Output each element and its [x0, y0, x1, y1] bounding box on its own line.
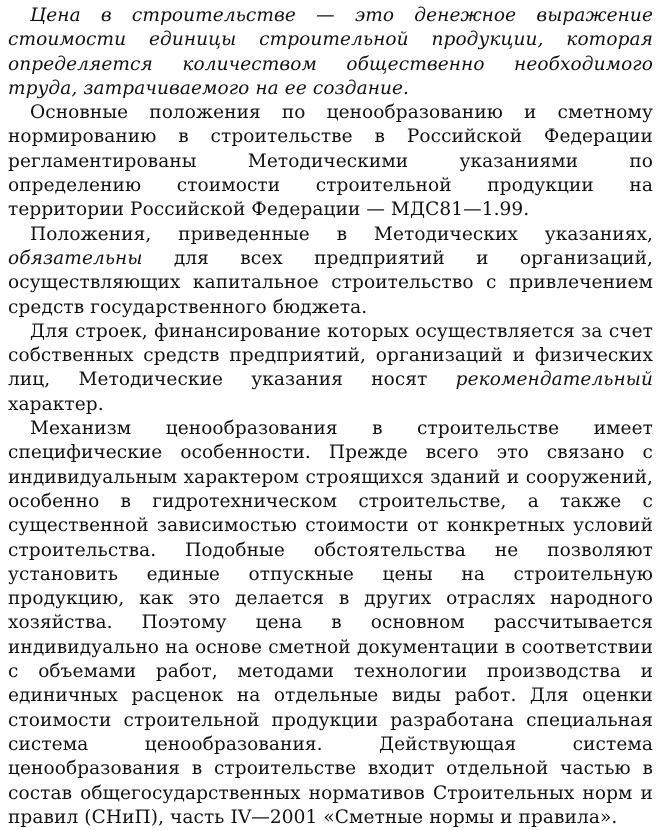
mandatory-text-start: Положения, приведенные в Методических указаниях,: [30, 223, 653, 245]
mandatory-text-end: для всех предприятий и организаций, осуществляющих капитальное строительство с привлечением средств государственного бюджета.: [8, 247, 653, 318]
paragraph-definition: [8, 4, 653, 101]
recommended-emphasis: рекомендательный: [455, 369, 653, 391]
recommended-text-end: характер.: [8, 393, 104, 415]
definition-text: Цена в строительстве — это денежное выражение стоимости единицы строительной продукции, которая определяется количеством общественно необходимого труда, затрачиваемого на ее создание.: [8, 5, 653, 99]
mechanism-text: Механизм ценообразования в строительстве имеет специфические особенности. Прежде всего это связано с индивидуальным характером строящихся зданий и сооружений, особенно в гидротехническом строительстве, а также с существенной зависимостью стоимости от конкретных условий строительства. Подобные обстоятельства не позволяют установить единые отпускные цены на строительную продукцию, как это делается в других отраслях народного хозяйства. Поэтому цена в основном рассчитывается индивидуально на основе сметной документации в соответствии с объемами работ, методами технологии производства и единичных расценок на отдельные виды работ. Для оценки стоимости строительной продукции разработана специальная система ценообразования. Действующая система ценообразования в строительстве входит отдельной частью в состав общегосударственных нормативов Строительных норм и правил (СНиП), часть IV—2001 «Сметные нормы и правила».: [8, 418, 653, 828]
regulation-text: Основные положения по ценообразованию и сметному нормированию в строительстве в Российской Федерации регламентированы Методическими указаниями по определению стоимости строительной продукции на территории Российской Федерации — МДС81—1.99.: [8, 102, 653, 221]
mandatory-emphasis: обязательны: [8, 247, 143, 269]
recommended-text-start: Для строек, финансирование которых осуществляется за счет собственных средств предприятий, организаций и физических лиц, Методические указания носят: [8, 320, 653, 391]
paragraph-mechanism: [8, 417, 653, 830]
paragraph-recommended: [8, 320, 653, 417]
paragraph-mandatory: [8, 223, 653, 320]
paragraph-regulation: [8, 101, 653, 222]
